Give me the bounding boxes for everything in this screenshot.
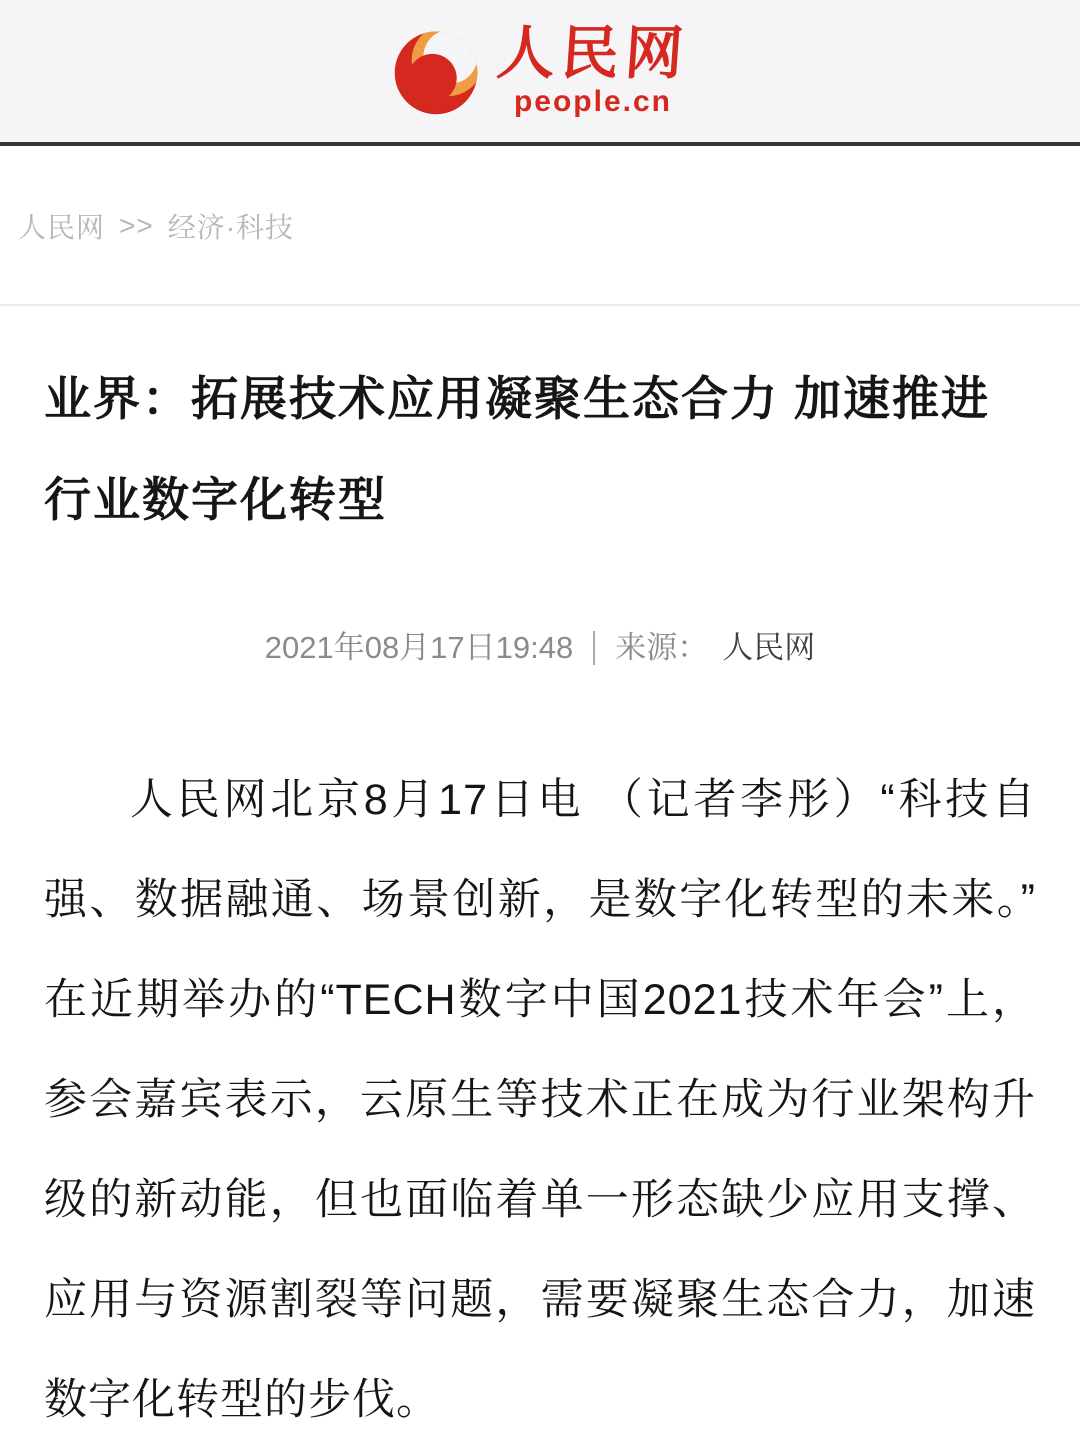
breadcrumb [18,206,1062,246]
logo-cn-text: 人民网 [494,21,692,86]
article-date: 2021年08月17日19:48 [264,630,574,665]
logo-text [494,21,692,118]
article-body [44,750,1036,1450]
source-label: 来源： [615,630,709,665]
source-value: 人民网 [722,630,816,665]
people-cn-logo[interactable] [391,21,692,118]
breadcrumb-section-link[interactable]: 经济·科技 [167,212,295,243]
article [0,348,1080,1450]
meta-divider [593,631,595,665]
breadcrumb-separator: >> [119,210,154,241]
logo-en-text: people.cn [513,85,672,118]
site-header [0,0,1080,146]
article-title: 业界：拓展技术应用凝聚生态合力 加速推进行业数字化转型 [44,372,991,526]
breadcrumb-site-link[interactable]: 人民网 [18,212,106,243]
article-meta [44,628,1036,668]
article-paragraph: 人民网北京8月17日电 （记者李彤）“科技自强、数据融通、场景创新，是数字化转型的未来。”在近期举办的“TECH数字中国2021技术年会”上，参会嘉宾表示，云原生等技术正在成为行业架构升级的新动能，但也面临着单一形态缺少应用支撑、应用与资源割裂等问题，需要凝聚生态合力，加速数字化转型的步伐。 [44,776,1036,1424]
people-cn-globe-icon [391,26,481,116]
breadcrumb-bar [0,146,1080,306]
